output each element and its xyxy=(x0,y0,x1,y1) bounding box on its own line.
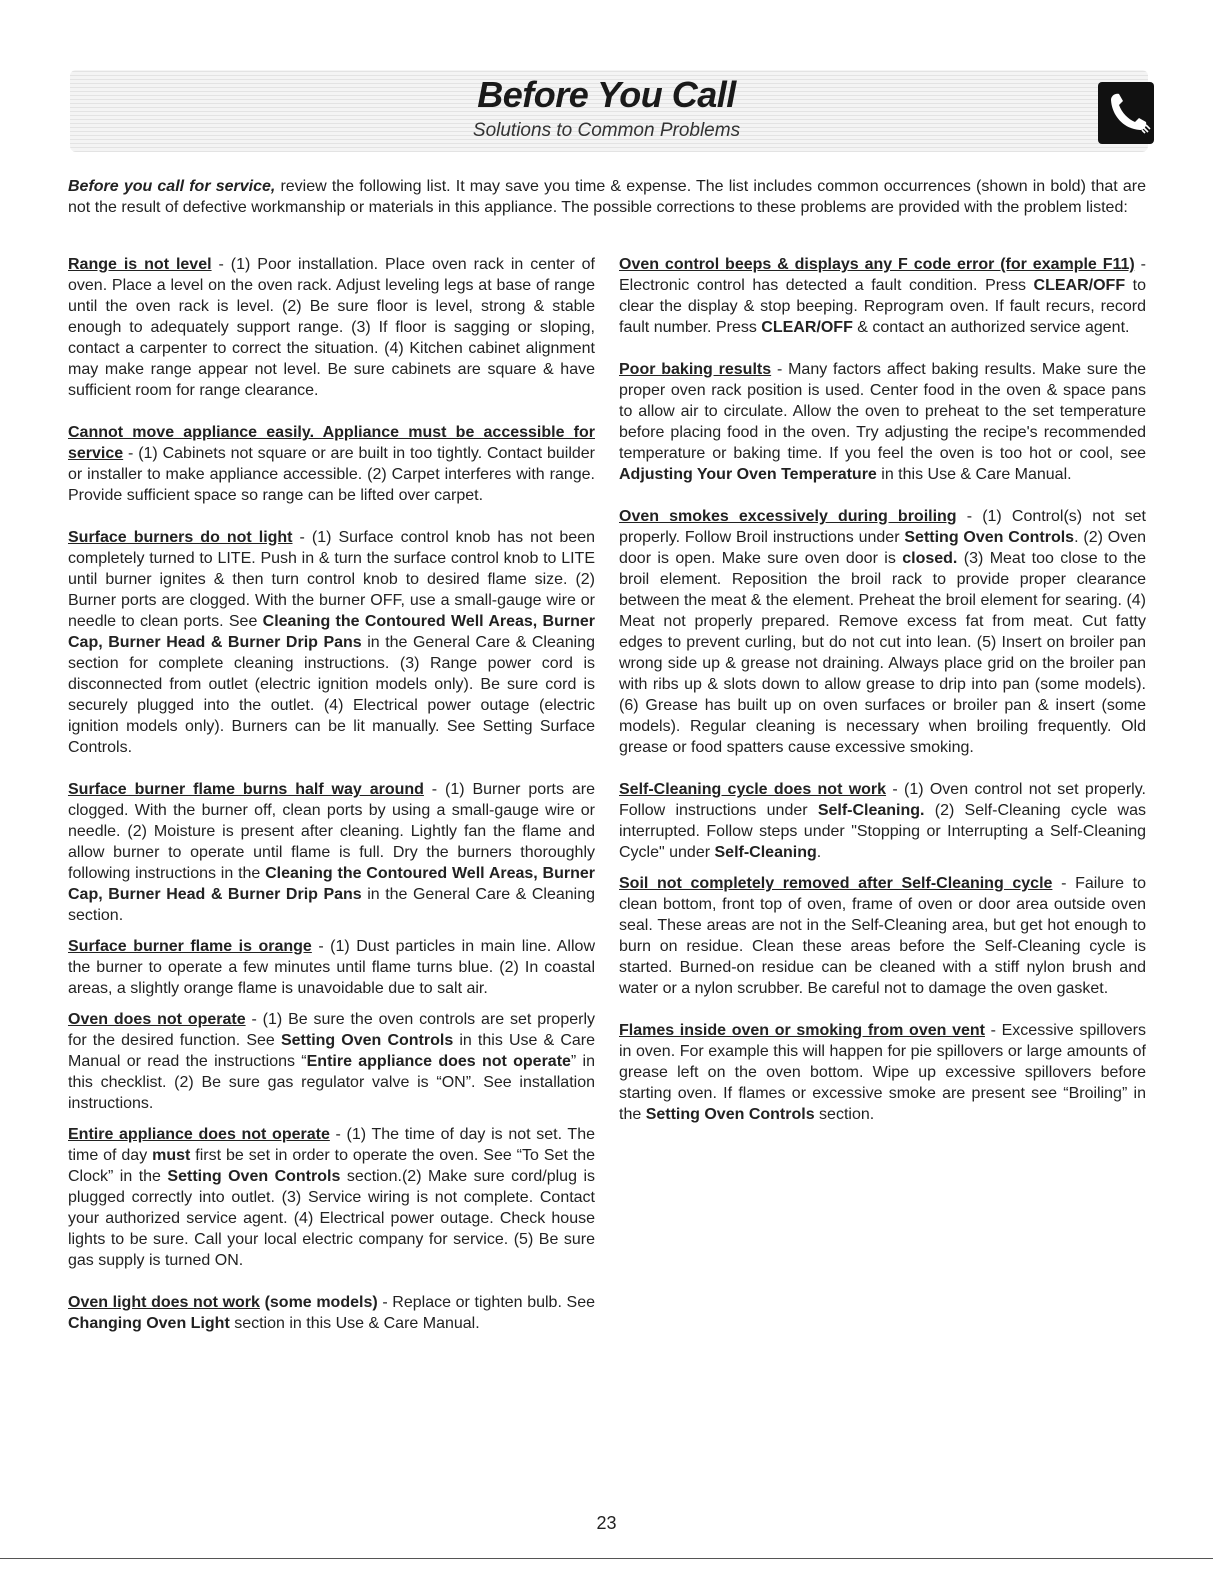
intro-lead: Before you call for service, xyxy=(68,178,276,195)
bold-reference: Setting Oven Controls xyxy=(280,1032,454,1049)
bold-reference: Cleaning the Contoured Well Areas, Burner Cap, Burner Head & Burner Drip Pans xyxy=(68,613,595,651)
bold-reference: Self-Cleaning. xyxy=(817,802,925,819)
solution-text: - Excessive spillovers in oven. For example this will happen for pie spillovers or large amounts of grease left on the oven bottom. Wipe up excessive spillovers before starting oven. If flames or excessive smoke are present see “Broiling” in the xyxy=(619,1022,1147,1123)
solution-text: section.(2) Make sure cord/plug is plugged correctly into outlet. (3) Service wiring is not complete. Contact your authorized service agent. (4) Electrical power outage. Check house lights to be sure. Call your local electric company for service. (5) Be sure gas supply is turned ON. xyxy=(68,1168,595,1269)
bold-reference: Entire appliance does not operate xyxy=(306,1053,571,1070)
list-item xyxy=(68,1292,595,1334)
problem-heading: Oven light does not work xyxy=(68,1294,260,1311)
solution-text: - (1) Cabinets not square or are built in too tightly. Contact builder or installer to make appliance accessible. (2) Carpet interferes with range. Provide sufficient space so range can be lifted over carpet. xyxy=(68,445,595,504)
intro-text: review the following list. It may save you time & expense. The list includes common occurrences (shown in bold) that are not the result of defective workmanship or materials in this appliance. The possible corrections to these problems are provided with the problem listed: xyxy=(68,178,1147,216)
solution-text: first be set in order to operate the oven. See “To Set the Clock” in the xyxy=(68,1147,596,1185)
list-item xyxy=(68,254,595,401)
bold-reference: Cleaning the Contoured Well Areas, Burner Cap, Burner Head & Burner Drip Pans xyxy=(68,865,596,903)
problem-heading: Surface burner flame is orange xyxy=(68,938,312,955)
telephone-icon xyxy=(1098,82,1154,144)
problem-heading: Oven smokes excessively during broiling xyxy=(619,508,957,525)
solution-text: section. xyxy=(814,1106,875,1123)
list-item xyxy=(619,254,1146,338)
list-item xyxy=(68,422,595,506)
problem-heading: Oven does not operate xyxy=(68,1011,246,1028)
solution-text: & contact an authorized service agent. xyxy=(852,319,1130,336)
solution-text: - Failure to clean bottom, front top of oven, frame of oven or door area outside oven seal. These areas are not in the Self-Cleaning area, but get hot enough to burn on residue. Clean these areas before the Self-Cleaning cycle is started. Burned-on residue can be cleaned with a stiff nylon brush and water or a nylon scrubber. Be careful not to damage the oven gasket. xyxy=(619,875,1146,997)
solution-text: - Electronic control has detected a fault condition. Press xyxy=(619,256,1146,294)
bold-reference: Adjusting Your Oven Temperature xyxy=(619,466,877,483)
intro-paragraph xyxy=(68,176,1146,218)
page-number: 23 xyxy=(596,1513,617,1533)
list-item xyxy=(68,936,595,999)
footer-divider xyxy=(0,1558,1213,1559)
page-subtitle: Solutions to Common Problems xyxy=(472,120,741,141)
solution-text: - Replace or tighten bulb. See xyxy=(377,1294,596,1311)
problem-heading: Surface burners do not light xyxy=(68,529,293,546)
solution-text: in this Use & Care Manual or read the instructions “ xyxy=(68,1032,596,1070)
solution-text: in this Use & Care Manual. xyxy=(876,466,1072,483)
solution-text: . (2) Oven door is open. Make sure oven door is xyxy=(619,529,1147,567)
list-item xyxy=(619,359,1146,485)
bold-reference: Setting Oven Controls xyxy=(645,1106,815,1123)
solution-text: in the General Care & Cleaning section for complete cleaning instructions. (3) Range power cord is disconnected from outlet (electric ignition models only). Be sure cord is securely plugged into the outlet. (4) Electrical power outage (electric ignition models only). Burners can be lit manually. See Setting Surface Controls. xyxy=(68,634,595,756)
page-title: Before You Call xyxy=(477,74,736,115)
solution-text: to clear the display & stop beeping. Reprogram oven. If fault recurs, record fault number. Press xyxy=(619,277,1147,336)
bold-reference: closed. xyxy=(902,550,958,567)
solution-text: - (1) Be sure the oven controls are set properly for the desired function. See xyxy=(68,1011,595,1049)
bold-reference: Setting Oven Controls xyxy=(904,529,1075,546)
bold-reference: CLEAR/OFF xyxy=(761,319,853,336)
list-item xyxy=(619,873,1146,999)
problem-heading: Flames inside oven or smoking from oven vent xyxy=(619,1022,985,1039)
solution-text: (3) Meat too close to the broil element. Reposition the broil rack to provide proper clearance between the meat & the element. Preheat the broil element for searing. (4) Meat not properly prepared. Remove excess fat from meat. Cut fatty edges to prevent curling, but do not cut into lean. (5) Insert on broiler pan wrong side up & grease not draining. Always place grid on the broiler pan with ribs up & slots down to allow grease to drip into pan (some models). (6) Grease has built up on oven surfaces or broiler pan & insert (some models). Regular cleaning is necessary when broiling frequently. Old grease or food spatters cause excessive smoking. xyxy=(619,550,1146,756)
list-item xyxy=(68,1009,595,1114)
solution-text: - Many factors affect baking results. Make sure the proper oven rack position is used. Center food in the oven & space pans to allow air to circulate. Allow the oven to preheat to the set temperature before placing food in the oven. Try adjusting the recipe's recommended temperature or baking time. If you feel the oven is too hot or cool, see xyxy=(619,361,1147,462)
solution-text: - (1) Surface control knob has not been completely turned to LITE. Push in & turn the surface control knob to LITE until burner ignites & then turn control knob to desired flame size. (2) Burner ports are clogged. With the burner OFF, use a small-gauge wire or needle to clean ports. See xyxy=(68,529,596,630)
bold-reference: Self-Cleaning xyxy=(714,844,817,861)
bold-reference: Changing Oven Light xyxy=(68,1315,230,1332)
bold-reference: (some models) xyxy=(259,1294,378,1311)
problem-heading: Range is not level xyxy=(68,256,212,273)
list-item xyxy=(68,1124,595,1271)
solution-text: in the General Care & Cleaning section. xyxy=(68,886,595,924)
list-item xyxy=(68,527,595,758)
solution-text: - (1) Dust particles in main line. Allow the burner to operate a few minutes until flame turns blue. (2) In coastal areas, a slightly orange flame is unavoidable due to salt air. xyxy=(68,938,595,997)
solution-text: ” in this checklist. (2) Be sure gas regulator valve is “ON”. See installation instructions. xyxy=(68,1053,595,1112)
solution-text: - (1) The time of day is not set. The time of day xyxy=(68,1126,595,1164)
list-item xyxy=(619,779,1146,863)
right-column xyxy=(619,254,1146,1125)
solution-text: - (1) Poor installation. Place oven rack in center of oven. Place a level on the oven rack. Adjust leveling legs at base of range until the oven rack is level. (2) Be sure floor is level, strong & stable enough to adequately support range. (3) If floor is sagging or sloping, contact a carpenter to correct the situation. (4) Kitchen cabinet alignment may make range appear not level. Be sure cabinets are square & have sufficient room for range clearance. xyxy=(68,256,596,399)
problem-heading: Surface burner flame burns half way around xyxy=(68,781,424,798)
list-item xyxy=(619,1020,1146,1125)
problem-heading: Soil not completely removed after Self-Cleaning cycle xyxy=(619,875,1053,892)
bold-reference: CLEAR/OFF xyxy=(1033,277,1126,294)
problem-heading: Poor baking results xyxy=(619,361,772,378)
solution-text: . xyxy=(816,844,822,861)
problem-heading: Self-Cleaning cycle does not work xyxy=(619,781,887,798)
list-item xyxy=(68,779,595,926)
list-item xyxy=(619,506,1146,758)
problem-heading: Oven control beeps & displays any F code error (for example F11) xyxy=(619,256,1135,273)
bold-reference: Setting Oven Controls xyxy=(167,1168,341,1185)
bold-reference: must xyxy=(152,1147,191,1164)
problem-heading: Cannot move appliance easily. Appliance must be accessible for service xyxy=(68,424,595,462)
solution-text: - (1) Oven control not set properly. Follow instructions under xyxy=(619,781,1146,819)
solution-text: - (1) Burner ports are clogged. With the burner off, clean ports by using a small-gauge wire or needle. (2) Moisture is present after cleaning. Lightly fan the flame and allow burner to operate until flame is full. Dry the burners thoroughly following instructions in the xyxy=(68,781,595,882)
solution-text: section in this Use & Care Manual. xyxy=(229,1315,480,1332)
left-column xyxy=(68,254,595,1334)
problem-heading: Entire appliance does not operate xyxy=(68,1126,330,1143)
solution-text: - (1) Control(s) not set properly. Follow Broil instructions under xyxy=(619,508,1146,546)
solution-text: (2) Self-Cleaning cycle was interrupted. Follow steps under "Stopping or Interrupting a Self-Cleaning Cycle" under xyxy=(619,802,1146,861)
